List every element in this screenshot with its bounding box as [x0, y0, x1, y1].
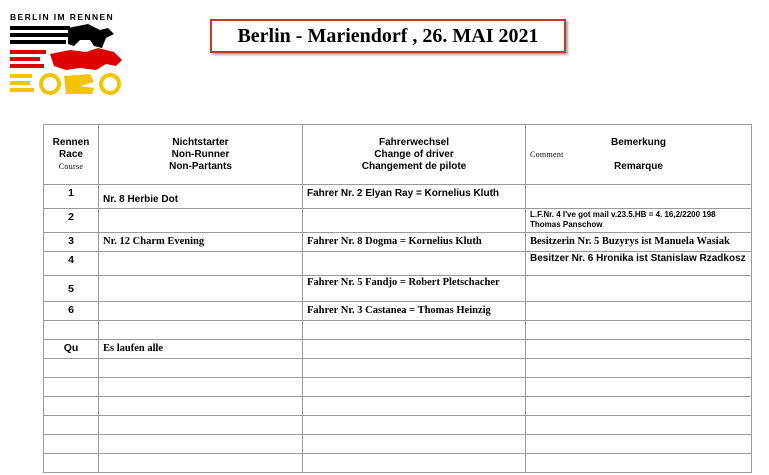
nonstarter-cell	[99, 359, 303, 378]
header-nonstarter-de: Nichtstarter	[172, 136, 229, 148]
race-cell	[44, 397, 99, 416]
table-row	[44, 397, 752, 416]
nonstarter-cell: Es laufen alle	[99, 340, 303, 359]
race-cell	[44, 321, 99, 340]
title-box	[210, 19, 566, 53]
header-remark-fr: Remarque	[614, 160, 663, 172]
remark-cell	[526, 397, 752, 416]
table-row	[44, 209, 752, 233]
header-nonstarter-en: Non-Runner	[171, 148, 230, 160]
nonstarter-cell	[99, 321, 303, 340]
page-title: Berlin - Mariendorf , 26. MAI 2021	[237, 24, 539, 47]
remark-cell	[526, 435, 752, 454]
remark-cell: Besitzerin Nr. 5 Buzyrys ist Manuela Wasiak	[526, 233, 752, 252]
driver-cell	[303, 321, 526, 340]
remark-cell	[526, 321, 752, 340]
driver-cell	[303, 416, 526, 435]
driver-cell	[303, 209, 526, 233]
header-driver-en: Change of driver	[374, 148, 454, 160]
table-row	[44, 276, 752, 302]
header-driver-fr: Changement de pilote	[361, 160, 467, 172]
race-cell	[44, 435, 99, 454]
header-nonstarter-fr: Non-Partants	[169, 160, 232, 172]
berlin-im-rennen-logo	[10, 12, 130, 102]
remark-cell	[526, 378, 752, 397]
race-cell: Qu	[44, 340, 99, 359]
race-cell: 2	[44, 209, 99, 233]
nonstarter-cell	[99, 378, 303, 397]
header-remark	[526, 125, 752, 185]
table-row	[44, 416, 752, 435]
nonstarter-cell	[99, 209, 303, 233]
driver-cell: Fahrer Nr. 3 Castanea = Thomas Heinzig	[303, 302, 526, 321]
logo-text: BERLIN IM RENNEN	[10, 12, 115, 22]
header-race	[44, 125, 99, 185]
header-race-fr: Course	[58, 161, 84, 171]
table-row	[44, 435, 752, 454]
nonstarter-cell	[99, 416, 303, 435]
table-row	[44, 252, 752, 276]
race-cell	[44, 359, 99, 378]
table-row	[44, 340, 752, 359]
race-cell: 6	[44, 302, 99, 321]
driver-cell	[303, 340, 526, 359]
nonstarter-cell: Nr. 12 Charm Evening	[99, 233, 303, 252]
table-row	[44, 185, 752, 209]
race-changes-table	[43, 124, 752, 473]
header-nonstarter	[99, 125, 303, 185]
driver-cell: Fahrer Nr. 5 Fandjo = Robert Pletschacher	[303, 276, 526, 302]
table-row	[44, 321, 752, 340]
driver-cell	[303, 378, 526, 397]
nonstarter-cell	[99, 435, 303, 454]
header-driver	[303, 125, 526, 185]
nonstarter-cell	[99, 276, 303, 302]
race-cell: 3	[44, 233, 99, 252]
header-race-en: Race	[59, 148, 83, 160]
nonstarter-cell: Nr. 8 Herbie Dot	[99, 185, 303, 209]
driver-cell	[303, 435, 526, 454]
race-cell: 1	[44, 185, 99, 209]
driver-cell	[303, 252, 526, 276]
table-row	[44, 359, 752, 378]
race-cell: 5	[44, 276, 99, 302]
horse-flag-icon	[10, 24, 128, 100]
remark-cell	[526, 340, 752, 359]
driver-cell	[303, 454, 526, 473]
remark-cell	[526, 454, 752, 473]
remark-cell	[526, 276, 752, 302]
remark-cell: L.F.Nr. 4 I've got mail v.23.5.HB = 4. 16,2/2200 198 Thomas Panschow	[526, 209, 752, 233]
race-cell	[44, 378, 99, 397]
driver-cell	[303, 359, 526, 378]
driver-cell	[303, 397, 526, 416]
driver-cell: Fahrer Nr. 2 Elyan Ray = Kornelius Kluth	[303, 185, 526, 209]
header-row	[44, 125, 752, 185]
remark-cell	[526, 185, 752, 209]
table-row	[44, 454, 752, 473]
table-row	[44, 302, 752, 321]
remark-cell	[526, 359, 752, 378]
header-remark-en: Comment	[530, 149, 564, 159]
remark-cell: Besitzer Nr. 6 Hronika ist Stanislaw Rzadkosz	[526, 252, 752, 276]
table-row	[44, 378, 752, 397]
driver-cell: Fahrer Nr. 8 Dogma = Kornelius Kluth	[303, 233, 526, 252]
remark-cell	[526, 302, 752, 321]
remark-cell	[526, 416, 752, 435]
nonstarter-cell	[99, 302, 303, 321]
race-cell	[44, 416, 99, 435]
nonstarter-cell	[99, 397, 303, 416]
race-cell: 4	[44, 252, 99, 276]
race-cell	[44, 454, 99, 473]
header-race-de: Rennen	[52, 136, 90, 148]
header-remark-de: Bemerkung	[610, 136, 666, 148]
nonstarter-cell	[99, 252, 303, 276]
nonstarter-cell	[99, 454, 303, 473]
table-row	[44, 233, 752, 252]
header-driver-de: Fahrerwechsel	[378, 136, 450, 148]
